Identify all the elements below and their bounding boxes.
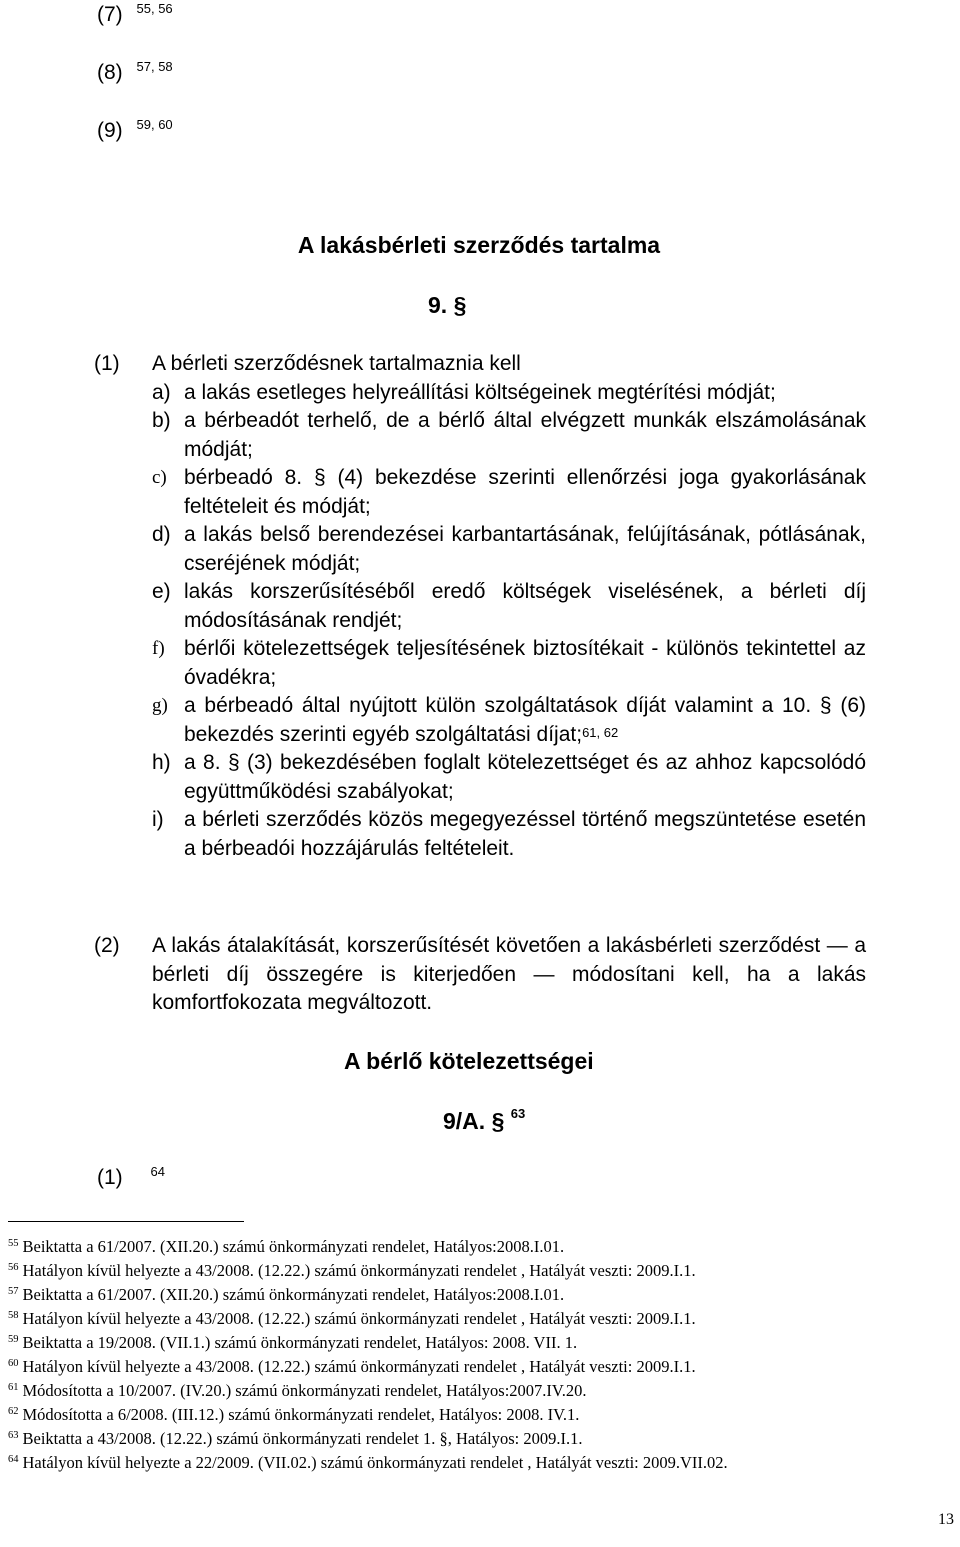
footnote-64: [8, 1453, 728, 1473]
item-text: lakás korszerűsítéséből eredő költségek viselésének, a bérleti díj módosításának rendjét;: [184, 580, 866, 632]
section-number-2: [443, 1108, 525, 1135]
para-1-body: [152, 350, 866, 863]
footnote-59: [8, 1333, 577, 1353]
paragraph-number: (9): [97, 119, 123, 142]
paragraph-number: (7): [97, 3, 123, 26]
para-2-number: (2): [94, 934, 120, 957]
footnote-number: 64: [8, 1453, 19, 1465]
footnote-60: [8, 1357, 696, 1377]
footnote-text: Beiktatta a 61/2007. (XII.20.) számú önkormányzati rendelet, Hatályos:2008.I.01.: [22, 1285, 565, 1304]
item-label: h): [152, 751, 171, 774]
list-item-b: [152, 407, 866, 464]
footnote-number: 57: [8, 1285, 19, 1297]
footnote-text: Beiktatta a 19/2008. (VII.1.) számú önkormányzati rendelet, Hatályos: 2008. VII. 1.: [22, 1333, 578, 1352]
footnote-number: 60: [8, 1357, 19, 1369]
footnote-refs[interactable]: 59, 60: [136, 117, 173, 132]
paragraph-8: [97, 61, 173, 85]
footnote-text: Hatályon kívül helyezte a 43/2008. (12.22.) számú önkormányzati rendelet , Hatályát veszti: 2009.I.1.: [22, 1309, 696, 1328]
item-text: a bérbeadó által nyújtott külön szolgáltatások díját valamint a 10. § (6) bekezdés szerinti egyéb szolgáltatási díjat;: [184, 694, 866, 746]
footnote-58: [8, 1309, 696, 1329]
footnote-number: 55: [8, 1237, 19, 1249]
footnote-separator: [8, 1221, 244, 1222]
footnote-number: 59: [8, 1333, 19, 1345]
footnote-text: Módosította a 10/2007. (IV.20.) számú önkormányzati rendelet, Hatályos:2007.IV.20.: [22, 1381, 587, 1400]
footnote-text: Hatályon kívül helyezte a 43/2008. (12.22.) számú önkormányzati rendelet , Hatályát veszti: 2009.I.1.: [22, 1357, 696, 1376]
footnote-number: 58: [8, 1309, 19, 1321]
footnote-refs[interactable]: 64: [150, 1164, 165, 1179]
list-item-d: [152, 521, 866, 578]
footnote-number: 62: [8, 1405, 19, 1417]
item-label: a): [152, 380, 171, 404]
item-text: a 8. § (3) bekezdésében foglalt kötelezettséget és az ahhoz kapcsolódó együttműködési szabályokat;: [184, 751, 866, 803]
footnote-text: Hatályon kívül helyezte a 22/2009. (VII.02.) számú önkormányzati rendelet , Hatályát veszti: 2009.VII.02.: [22, 1453, 728, 1472]
footnote-63: [8, 1429, 582, 1449]
item-text-wrapper: [184, 692, 866, 749]
item-label: d): [152, 523, 171, 546]
list-item-f: [152, 635, 866, 692]
list-item-g: [152, 692, 866, 749]
list-item-h: [152, 749, 866, 806]
section-title-2: A bérlő kötelezettségei: [344, 1048, 594, 1074]
footnote-62: [8, 1405, 579, 1425]
footnote-56: [8, 1261, 696, 1281]
footnote-number: 56: [8, 1261, 19, 1273]
footnote-refs[interactable]: 61, 62: [582, 724, 619, 740]
footnote-text: Módosította a 6/2008. (III.12.) számú önkormányzati rendelet, Hatályos: 2008. IV.1.: [22, 1405, 580, 1424]
footnote-number: 61: [8, 1381, 19, 1393]
paragraph-9a-1: [97, 1166, 165, 1190]
paragraph-9: [97, 119, 173, 143]
list-item-c: [152, 464, 866, 521]
paragraph-number: (1): [97, 1166, 123, 1189]
footnote-text: Beiktatta a 43/2008. (12.22.) számú önkormányzati rendelet 1. §, Hatályos: 2009.I.1.: [22, 1429, 583, 1448]
para-1-number: (1): [94, 352, 120, 375]
item-label: g): [152, 695, 168, 716]
item-label: e): [152, 580, 171, 603]
footnote-refs[interactable]: 55, 56: [136, 1, 173, 16]
paragraph-7: [97, 3, 173, 27]
footnote-text: Hatályon kívül helyezte a 43/2008. (12.22.) számú önkormányzati rendelet , Hatályát veszti: 2009.I.1.: [22, 1261, 696, 1280]
list-item-a: [152, 379, 866, 408]
paragraph-number: (8): [97, 61, 123, 84]
page-number: 13: [938, 1511, 954, 1528]
item-label: i): [152, 808, 164, 831]
para-1-intro: A bérleti szerződésnek tartalmaznia kell: [152, 352, 521, 375]
footnote-text: Beiktatta a 61/2007. (XII.20.) számú önkormányzati rendelet, Hatályos:2008.I.01.: [22, 1237, 565, 1256]
footnote-ref[interactable]: 63: [510, 1106, 526, 1121]
item-text: bérlői kötelezettségek teljesítésének biztosítékait - különös tekintettel az óvadékra;: [184, 637, 866, 689]
item-label: f): [152, 638, 165, 659]
list-item-e: [152, 578, 866, 635]
footnote-refs[interactable]: 57, 58: [136, 59, 173, 74]
section-title: [0, 232, 960, 259]
section-number-text: 9/A. §: [443, 1108, 505, 1134]
item-text: bérbeadó 8. § (4) bekezdése szerinti ellenőrzési joga gyakorlásának feltételeit és módját;: [184, 466, 866, 518]
item-label: b): [152, 409, 171, 432]
item-label: c): [152, 467, 167, 488]
item-text: a lakás esetleges helyreállítási költségeinek megtérítési módját;: [184, 380, 776, 404]
footnote-57: [8, 1285, 564, 1305]
item-text: a bérleti szerződés közös megegyezéssel történő megszüntetése esetén a bérbeadói hozzájárulás feltételeit.: [184, 808, 866, 860]
item-text: a lakás belső berendezései karbantartásának, felújításának, pótlásának, cseréjének módját;: [184, 523, 866, 575]
section-title-text: A lakásbérleti szerződés tartalma: [297, 232, 661, 258]
footnote-number: 63: [8, 1429, 19, 1441]
footnote-55: [8, 1237, 564, 1257]
item-text: a bérbeadót terhelő, de a bérlő által elvégzett munkák elszámolásának módját;: [184, 409, 866, 461]
list-item-i: [152, 806, 866, 863]
footnote-61: [8, 1381, 586, 1401]
section-number: 9. §: [428, 292, 467, 318]
para-2-text: A lakás átalakítását, korszerűsítését követően a lakásbérleti szerződést — a bérleti díj összegére is kiterjedően — módosítani kell, ha a lakás komfortfokozata megváltozott.: [152, 934, 866, 1014]
